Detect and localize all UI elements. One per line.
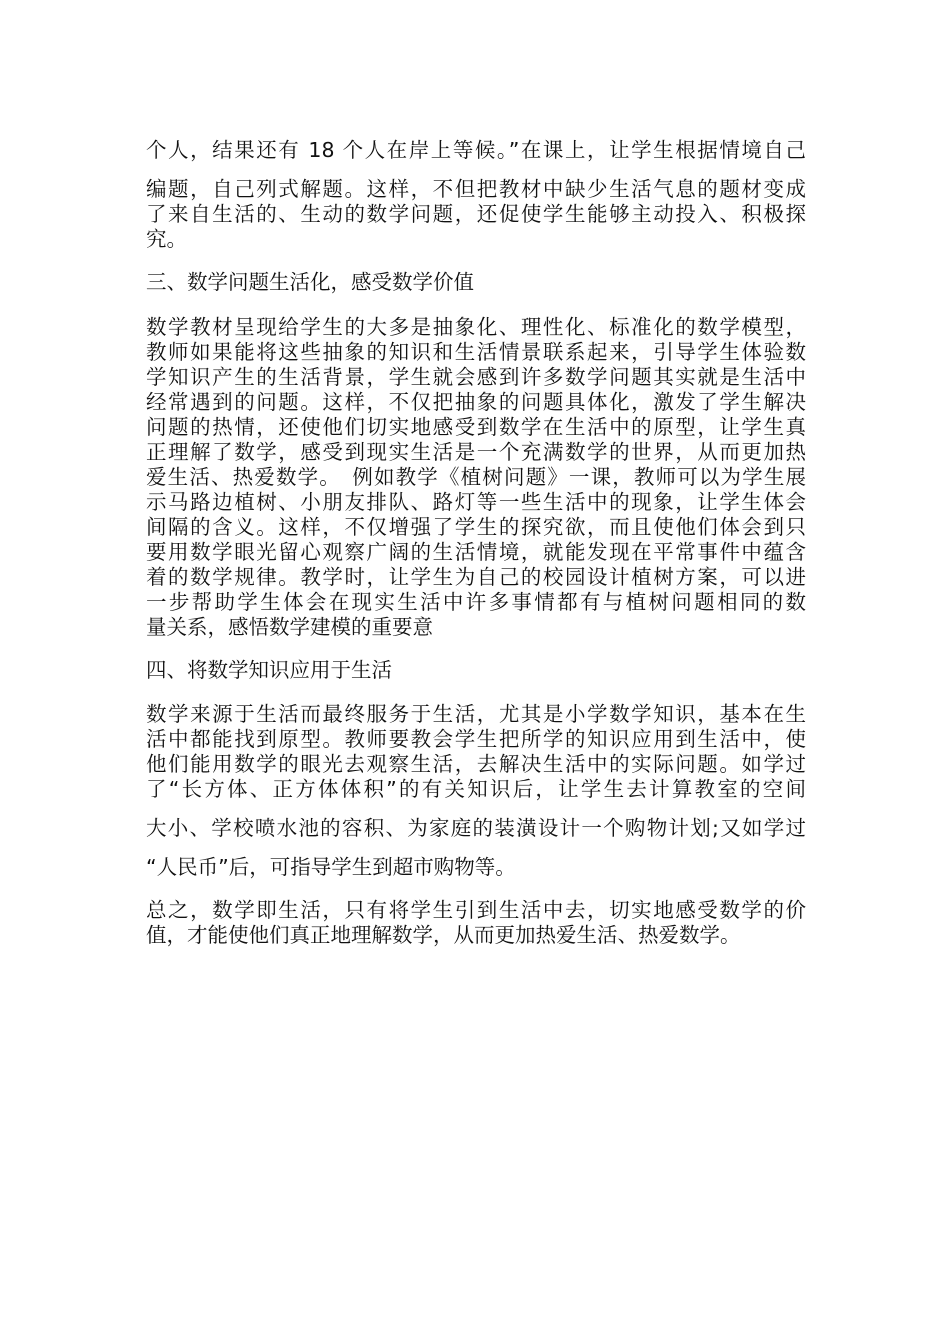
text-line: 编题，自己列式解题。这样，不但把教材中缺少生活气息的题材变成 xyxy=(146,177,806,201)
text-line: 个人，结果还有 18 个人在岸上等候。”在课上，让学生根据情境自己 xyxy=(146,138,806,162)
text-line: 总之，数学即生活，只有将学生引到生活中去，切实地感受数学的价 xyxy=(146,898,806,922)
text-line: “人民币”后，可指导学生到超市购物等。 xyxy=(146,855,516,879)
text-line: 着的数学规律。教学时，让学生为自己的校园设计植树方案，可以进 xyxy=(146,565,806,589)
text-line: 经常遇到的问题。这样，不仅把抽象的问题具体化，激发了学生解决 xyxy=(146,390,806,414)
text-line: 一步帮助学生体会在现实生活中许多事情都有与植树问题相同的数 xyxy=(146,590,806,614)
section-heading: 四、将数学知识应用于生活 xyxy=(146,658,392,682)
text-line: 他们能用数学的眼光去观察生活，去解决生活中的实际问题。如学过 xyxy=(146,752,806,776)
text-line: 数学教材呈现给学生的大多是抽象化、理性化、标准化的数学模型， xyxy=(146,315,806,339)
text-line: 了来自生活的、生动的数学问题，还促使学生能够主动投入、积极探 xyxy=(146,202,806,226)
text-line: 大小、学校喷水池的容积、为家庭的装潢设计一个购物计划;又如学过 xyxy=(146,816,806,840)
text-line: 间隔的含义。这样，不仅增强了学生的探究欲，而且使他们体会到只 xyxy=(146,515,806,539)
text-line: 数学来源于生活而最终服务于生活，尤其是小学数学知识，基本在生 xyxy=(146,702,806,726)
text-line: 要用数学眼光留心观察广阔的生活情境，就能发现在平常事件中蕴含 xyxy=(146,540,806,564)
text-line: 量关系，感悟数学建模的重要意 xyxy=(146,615,433,639)
text-line: 问题的热情，还使他们切实地感受到数学在生活中的原型，让学生真 xyxy=(146,415,806,439)
text-line: 正理解了数学，感受到现实生活是一个充满数学的世界，从而更加热 xyxy=(146,440,806,464)
text-line: 活中都能找到原型。教师要教会学生把所学的知识应用到生活中，使 xyxy=(146,727,806,751)
text-line: 示马路边植树、小朋友排队、路灯等一些生活中的现象，让学生体会 xyxy=(146,490,806,514)
text-line: 值，才能使他们真正地理解数学，从而更加热爱生活、热爱数学。 xyxy=(146,923,741,947)
text-line: 学知识产生的生活背景，学生就会感到许多数学问题其实就是生活中 xyxy=(146,365,806,389)
text-line: 教师如果能将这些抽象的知识和生活情景联系起来，引导学生体验数 xyxy=(146,340,806,364)
text-line: 爱生活、热爱数学。 例如教学《植树问题》一课，教师可以为学生展 xyxy=(146,465,806,489)
text-line: 究。 xyxy=(146,227,187,251)
text-line: 了“长方体、正方体体积”的有关知识后，让学生去计算教室的空间 xyxy=(146,777,806,801)
section-heading: 三、数学问题生活化，感受数学价值 xyxy=(146,270,474,294)
